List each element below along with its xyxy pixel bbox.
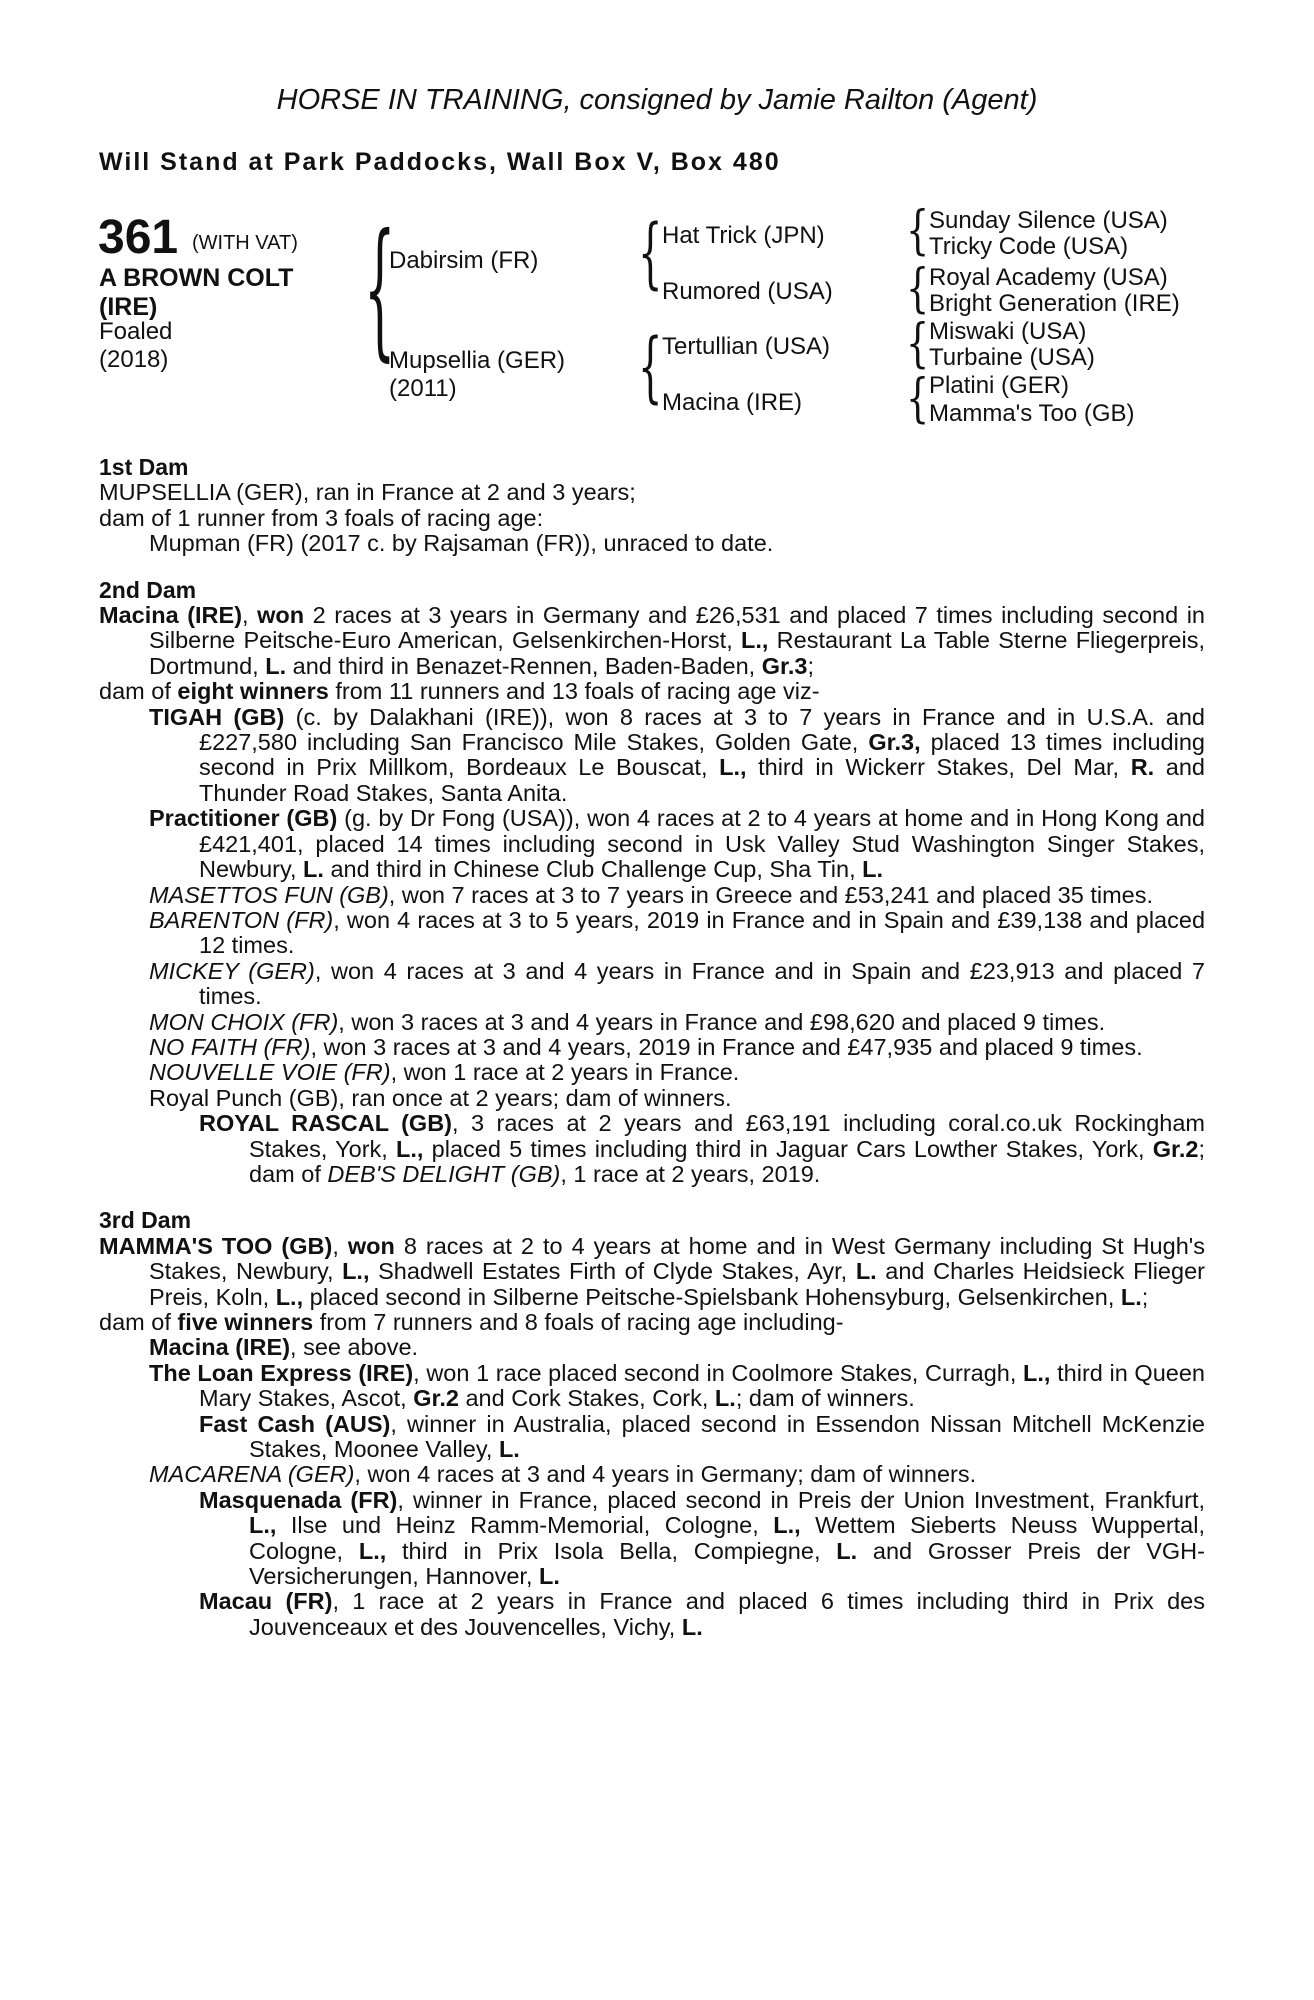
location-line: Will Stand at Park Paddocks, Wall Box V, Box 480 xyxy=(99,148,781,176)
horse-name: The Loan Express (IRE) xyxy=(149,1359,414,1386)
g3-brace-1: { xyxy=(906,201,930,261)
horse-name: Practitioner (GB) xyxy=(149,805,338,832)
won-label: won xyxy=(257,602,305,629)
produce-entry: Masquenada (FR), winner in France, placed second in Preis der Union Investment, Frankfurt, L., Ilse und Heinz Ramm-Memorial, Cologne, L., Wettem Sieberts Neuss Wuppertal, Cologne, L., third in Prix Isola Bella, Compiegne, L. and Grosser Preis der VGH-Versicherungen, Hannover, L. xyxy=(199,1486,1206,1590)
third-dam-heading: 3rd Dam xyxy=(99,1207,192,1234)
third-dam-intro: MAMMA'S TOO (GB), won 8 races at 2 to 4 years at home and in West Germany including St Hugh's Stakes, Newbury, L., Shadwell Estates Firth of Clyde Stakes, Ayr, L. and Charles Heidsieck Flieger Preis, Koln, L., placed second in Silberne Peitsche-Spielsbank Hohensyburg, Gelsenkirchen, L.; xyxy=(99,1232,1206,1310)
g3-brace-2: { xyxy=(906,259,930,319)
horse-name: TIGAH (GB) xyxy=(149,703,285,730)
produce-entry: MASETTOS FUN (GB), won 7 races at 3 to 7 years in Greece and £53,241 and placed 35 times. xyxy=(149,881,1154,908)
pedigree-sire-sire: Hat Trick (JPN) xyxy=(662,222,825,249)
g3-name: Mamma's Too (GB) xyxy=(929,400,1135,427)
g3-name: Platini (GER) xyxy=(929,372,1070,399)
description-line2: (IRE) xyxy=(99,293,158,321)
horse-name: MACARENA (GER) xyxy=(149,1461,355,1488)
produce-entry: TIGAH (GB) (c. by Dalakhani (IRE)), won 8 races at 3 to 7 years in France and in U.S.A. and £227,580 including San Francisco Mile Stakes, Golden Gate, Gr.3, placed 13 times including second in Prix Millkom, Bordeaux Le Bouscat, L., third in Wickerr Stakes, Del Mar, R. and Thunder Road Stakes, Santa Anita. xyxy=(149,703,1205,806)
g3-brace-4: { xyxy=(906,369,930,429)
first-dam-line: dam of 1 runner from 3 foals of racing age: xyxy=(99,504,544,531)
g3-name: Turbaine (USA) xyxy=(929,344,1095,371)
horse-name: NOUVELLE VOIE (FR) xyxy=(149,1059,391,1086)
horse-name: ROYAL RASCAL (GB) xyxy=(199,1110,452,1137)
lot-number: 361 xyxy=(98,211,179,264)
header-title: HORSE IN TRAINING, consigned by Jamie Railton (Agent) xyxy=(276,84,1038,116)
sire-dam-brace: { xyxy=(364,202,396,377)
horse-name: MAMMA'S TOO (GB) xyxy=(99,1232,333,1259)
dam-of-line: dam of five winners from 7 runners and 8 foals of racing age including- xyxy=(99,1309,844,1335)
catalogue-body xyxy=(99,455,1205,1640)
horse-name: MON CHOIX (FR) xyxy=(149,1008,339,1035)
produce-entry: MACARENA (GER), won 4 races at 3 and 4 years in Germany; dam of winners. xyxy=(149,1461,977,1488)
produce-entry: Royal Punch (GB), ran once at 2 years; dam of winners. xyxy=(149,1084,732,1111)
g3-name: Royal Academy (USA) xyxy=(929,264,1168,291)
pedigree-sire-dam: Rumored (USA) xyxy=(662,278,833,305)
horse-name: Macau (FR) xyxy=(199,1588,333,1615)
g3-name: Miswaki (USA) xyxy=(929,318,1087,345)
g3-name: Tricky Code (USA) xyxy=(929,233,1129,260)
produce-entry: MON CHOIX (FR), won 3 races at 3 and 4 years in France and £98,620 and placed 9 times. xyxy=(149,1008,1106,1035)
foaled-info xyxy=(99,318,172,374)
produce-entry: BARENTON (FR), won 4 races at 3 to 5 years, 2019 in France and in Spain and £39,138 and placed 12 times. xyxy=(149,906,1206,959)
first-dam-produce: Mupman (FR) (2017 c. by Rajsaman (FR)), unraced to date. xyxy=(149,530,774,557)
produce-entry: The Loan Express (IRE), won 1 race placed second in Coolmore Stakes, Curragh, L., third in Queen Mary Stakes, Ascot, Gr.2 and Cork Stakes, Cork, L.; dam of winners. xyxy=(149,1359,1205,1412)
horse-name: Masquenada (FR) xyxy=(199,1486,398,1513)
first-dam-heading: 1st Dam xyxy=(99,454,189,480)
horse-name: Fast Cash (AUS) xyxy=(199,1410,391,1437)
pedigree-dam-sire: Tertullian (USA) xyxy=(662,333,831,360)
horse-name: Macina (IRE) xyxy=(149,1334,291,1361)
produce-entry: ROYAL RASCAL (GB), 3 races at 2 years and £63,191 including coral.co.uk Rockingham Stakes, York, L., placed 5 times including third in Jaguar Cars Lowther Stakes, York, Gr.2; dam of DEB'S DELIGHT (GB), 1 race at 2 years, 2019. xyxy=(199,1110,1206,1187)
produce-entry: MICKEY (GER), won 4 races at 3 and 4 years in France and in Spain and £23,913 and placed 7 times. xyxy=(149,957,1206,1010)
vat-label: (WITH VAT) xyxy=(192,232,298,254)
horse-name: MICKEY (GER) xyxy=(149,957,315,984)
produce-entry: Macina (IRE), see above. xyxy=(149,1334,419,1361)
produce-entry: Fast Cash (AUS), winner in Australia, placed second in Essendon Nissan Mitchell McKenzie Stakes, Moonee Valley, L. xyxy=(199,1410,1205,1463)
g3-brace-3: { xyxy=(906,314,930,374)
first-dam-line: MUPSELLIA (GER), ran in France at 2 and 3 years; xyxy=(99,479,636,506)
dam-of-line: dam of eight winners from 11 runners and 13 foals of racing age viz- xyxy=(99,678,820,705)
horse-name: MASETTOS FUN (GB) xyxy=(149,881,389,908)
produce-entry: Macau (FR), 1 race at 2 years in France and placed 6 times including third in Prix des Jouvenceaux et des Jouvencelles, Vichy, L. xyxy=(199,1588,1206,1640)
second-dam-intro: Macina (IRE), won 2 races at 3 years in Germany and £26,531 and placed 7 times including second in Silberne Peitsche-Euro American, Gelsenkirchen-Horst, L., Restaurant La Table Sterne Fliegerpreis, Dortmund, L. and third in Benazet-Rennen, Baden-Baden, Gr.3; xyxy=(99,602,1205,679)
second-dam-heading: 2nd Dam xyxy=(99,576,197,603)
horse-description xyxy=(99,264,293,322)
foaled-label: Foaled xyxy=(99,318,173,345)
horse-name: Macina (IRE) xyxy=(99,602,243,629)
horse-name: BARENTON (FR) xyxy=(149,906,334,933)
description-line1: A BROWN COLT xyxy=(99,264,294,292)
g3-name: Sunday Silence (USA) xyxy=(929,207,1168,234)
produce-entry: Practitioner (GB) (g. by Dr Fong (USA)), won 4 races at 2 to 4 years at home and in Hong Kong and £421,401, placed 14 times including second in Usk Valley Stud Washington Singer Stakes, Newbury, L. and third in Chinese Club Challenge Cup, Sha Tin, L. xyxy=(149,805,1205,883)
pedigree-dam-dam: Macina (IRE) xyxy=(662,389,803,416)
foaled-year: (2018) xyxy=(99,346,169,373)
dam-parents-brace: { xyxy=(638,321,663,412)
produce-entry: NO FAITH (FR), won 3 races at 3 and 4 years, 2019 in France and £47,935 and placed 9 times. xyxy=(149,1033,1143,1060)
won-label: won xyxy=(347,1232,395,1259)
sire-parents-brace: { xyxy=(638,207,663,298)
horse-name: NO FAITH (FR) xyxy=(149,1033,311,1060)
produce-entry: NOUVELLE VOIE (FR), won 1 race at 2 years in France. xyxy=(149,1059,740,1086)
pedigree-sire: Dabirsim (FR) xyxy=(389,247,539,274)
g3-name: Bright Generation (IRE) xyxy=(929,290,1180,317)
pedigree-dam: Mupsellia (GER) xyxy=(389,347,566,374)
pedigree-dam-year: (2011) xyxy=(389,375,457,402)
